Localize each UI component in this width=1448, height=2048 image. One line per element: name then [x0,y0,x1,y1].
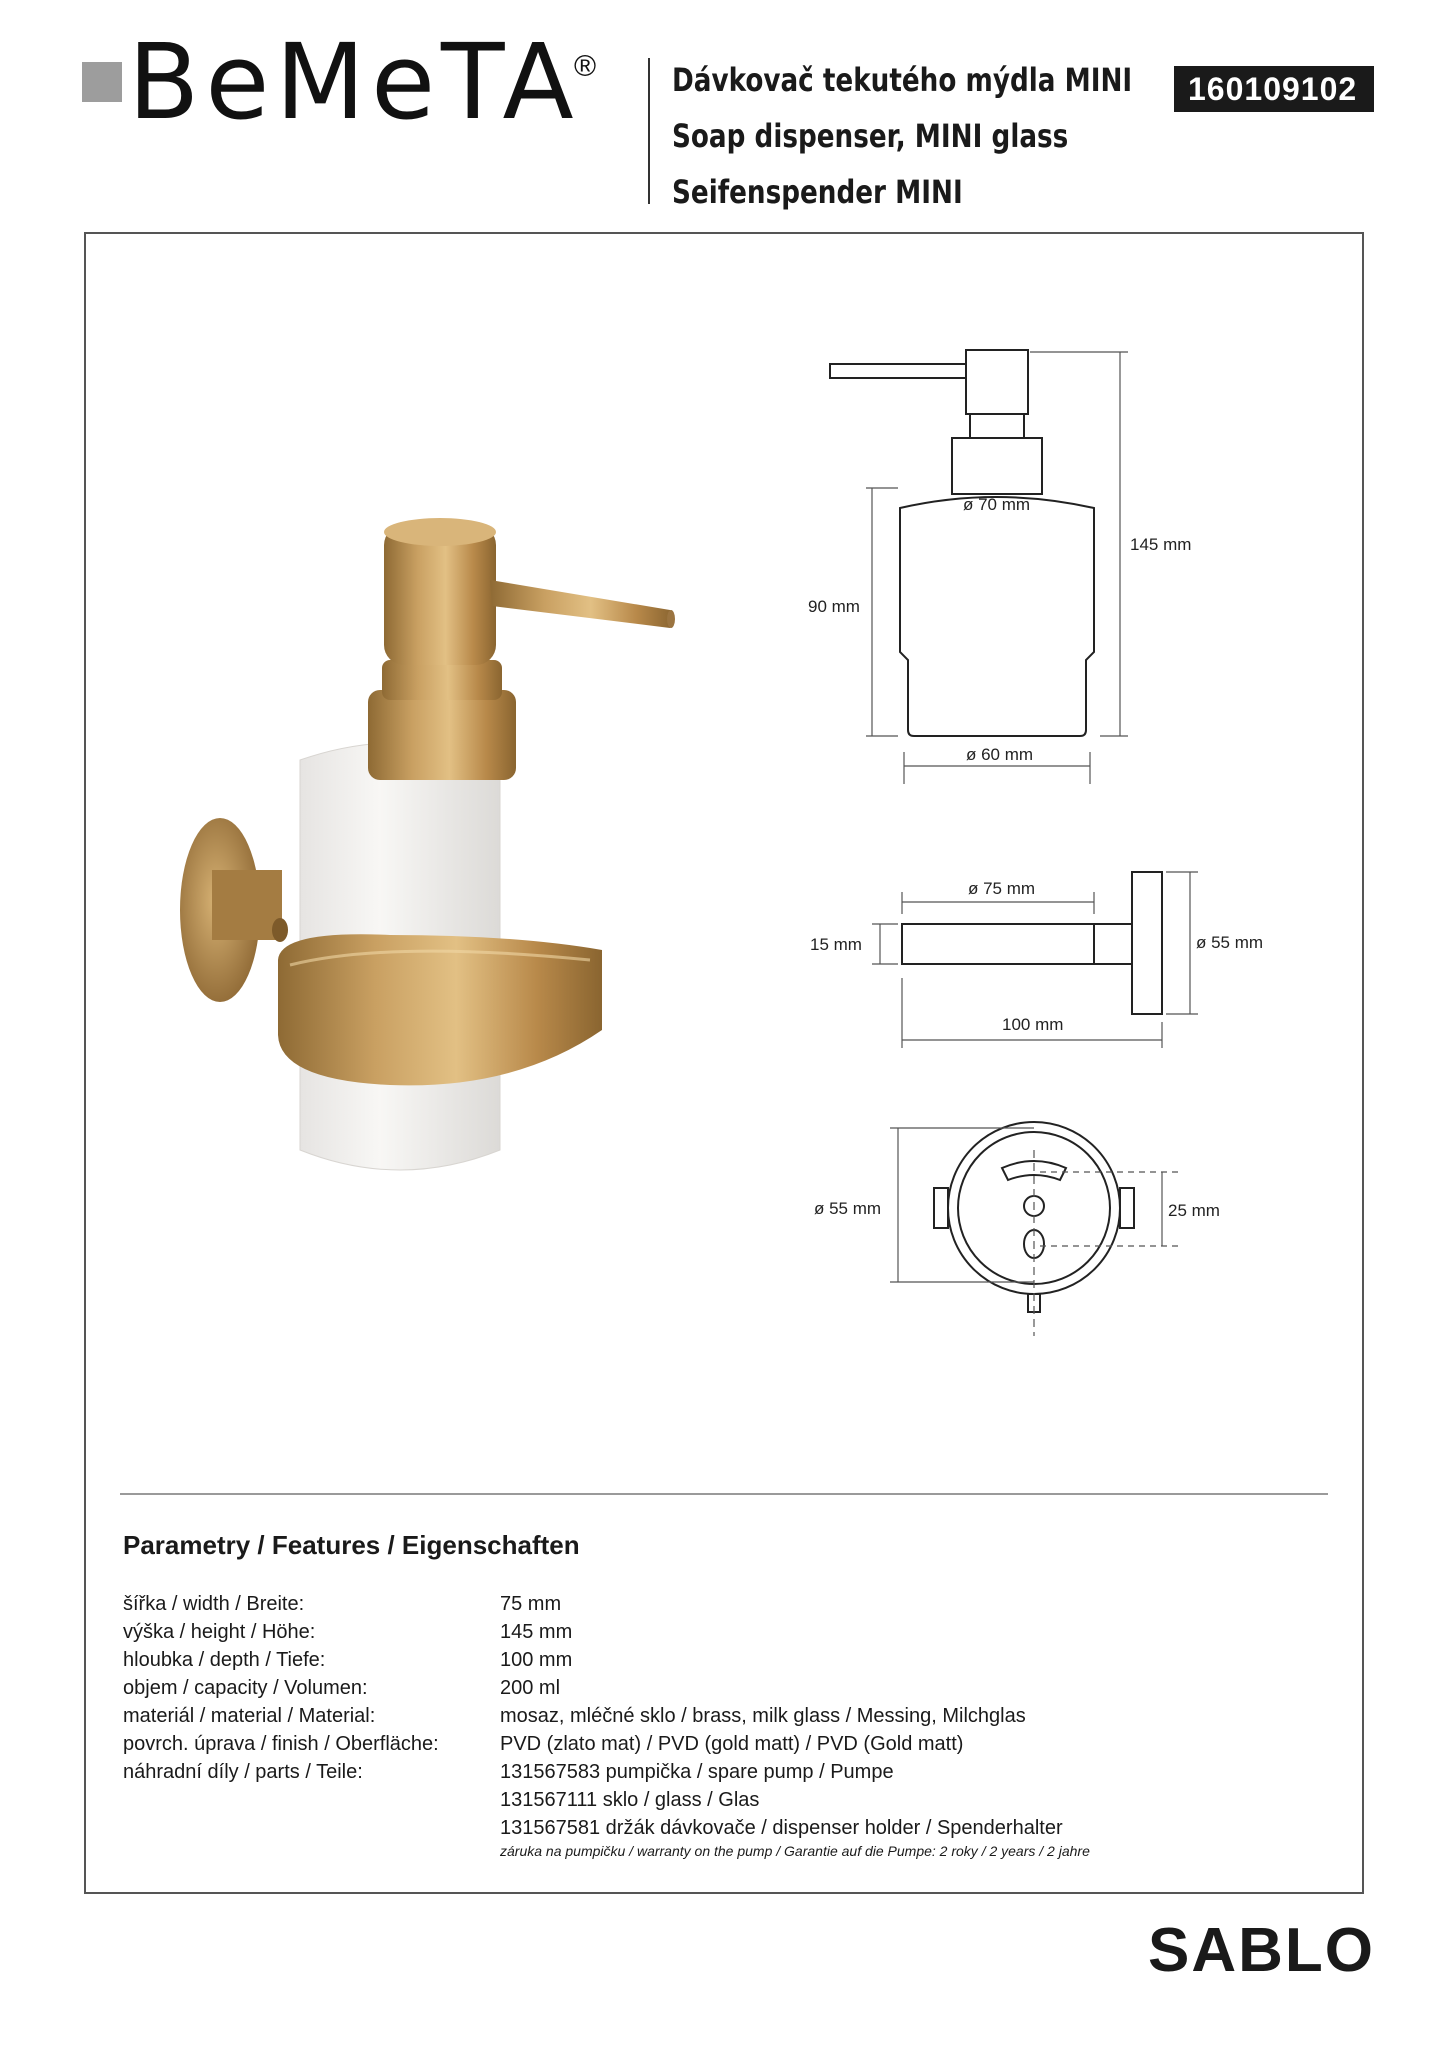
spec-label: šířka / width / Breite: [123,1593,305,1615]
dim-glass-height: 90 mm [808,597,860,616]
front-view-dimensions [866,352,1128,784]
spec-value: PVD (zlato mat) / PVD (gold matt) / PVD (Gold matt) [500,1733,964,1755]
product-code: 160109102 [1174,66,1374,112]
dim-thickness: 15 mm [810,935,862,954]
spec-label: náhradní díly / parts / Teile: [123,1761,363,1783]
spec-row [123,1786,1090,1814]
dim-hole-distance: 25 mm [1168,1201,1220,1220]
series-name: SABLO [1148,1916,1375,1985]
spec-value: 131567111 sklo / glass / Glas [500,1789,760,1811]
title-english: Soap dispenser, MINI glass [672,117,1069,155]
dim-total-height: 145 mm [1130,535,1192,554]
dim-rosette-diameter: ø 55 mm [1196,933,1264,952]
features-table [123,1590,1090,1860]
spec-value: 131567581 držák dávkovače / dispenser holder / Spenderhalter [500,1817,1063,1839]
spec-row [123,1618,1090,1646]
dim-depth: 100 mm [1002,1015,1064,1034]
spec-value: 75 mm [500,1593,562,1615]
spec-row [123,1758,1090,1786]
spec-label: hloubka / depth / Tiefe: [123,1649,326,1671]
features-title: Parametry / Features / Eigenschaften [123,1530,580,1560]
warranty-note: záruka na pumpičku / warranty on the pump / Garantie auf die Pumpe: 2 roky / 2 years / 2 jahre [500,1843,1090,1859]
spec-row [123,1702,1090,1730]
spec-label: materiál / material / Material: [123,1705,376,1727]
spec-row [123,1646,1090,1674]
spec-label: povrch. úprava / finish / Oberfläche: [123,1733,439,1755]
spec-label [123,1786,500,1814]
spec-label: objem / capacity / Volumen: [123,1677,368,1699]
title-czech: Dávkovač tekutého mýdla MINI [672,61,1133,99]
dim-diameter-top: ø 70 mm [963,495,1031,514]
spec-row [123,1730,1090,1758]
brand-logo: BeMeTA [128,21,580,143]
registered-mark: ® [574,50,597,83]
spec-value: mosaz, mléčné sklo / brass, milk glass / Messing, Milchglas [500,1705,1026,1727]
spec-row [123,1814,1090,1842]
spec-value: 145 mm [500,1621,573,1643]
separator-line [120,1493,1328,1495]
spec-value: 100 mm [500,1649,573,1671]
spec-label [123,1814,500,1842]
front-view-drawing [830,350,1094,736]
dim-back-diameter: ø 55 mm [814,1199,882,1218]
spec-row [123,1590,1090,1618]
title-german: Seifenspender MINI [672,173,963,211]
dim-diameter-bottom: ø 60 mm [966,745,1034,764]
spec-row [123,1674,1090,1702]
spec-value: 131567583 pumpička / spare pump / Pumpe [500,1761,894,1783]
dim-holder-length: ø 75 mm [968,879,1036,898]
spec-label: výška / height / Höhe: [123,1621,316,1643]
back-view-dimensions [890,1128,1180,1336]
spec-value: 200 ml [500,1677,561,1699]
